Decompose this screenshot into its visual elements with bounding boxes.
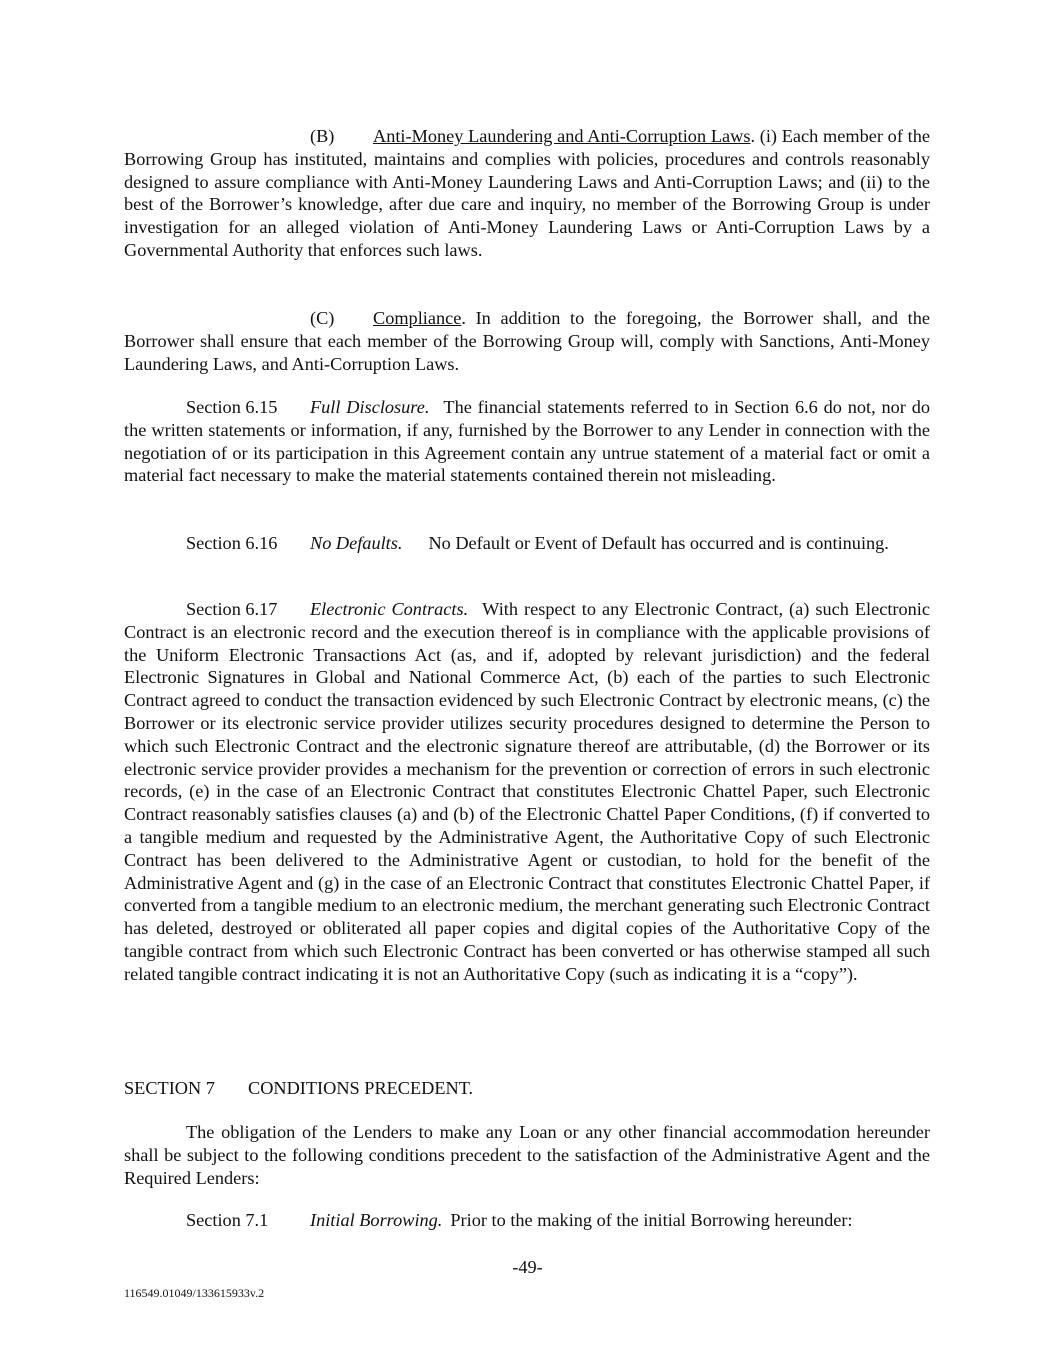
section-7-heading [124,1077,473,1100]
section-6-17 [124,598,930,986]
section-6-16-number: Section 6.16 [186,533,278,553]
paragraph-c-text: . In addition to the foregoing, the Borrower shall, and the Borrower shall ensure that each member of the Borrowing Group will, comply with Sanctions, Anti-Money Laundering Laws, and Anti-Corruption Laws. [124,308,930,374]
section-6-15 [124,396,930,487]
section-7-number: SECTION 7 [124,1078,215,1098]
section-7-1 [124,1209,930,1232]
section-6-15-text: The financial statements referred to in Section 6.6 do not, nor do the written statements or information, if any, furnished by the Borrower to any Lender in connection with the negotiation of or its participation in this Agreement contain any untrue statement of a material fact or omit a material fact necessary to make the material statements contained therein not misleading. [124,397,931,486]
section-6-16 [124,532,930,555]
section-7-intro [124,1121,930,1189]
section-6-16-text: No Default or Event of Default has occurred and is continuing. [428,533,889,553]
section-7-title: CONDITIONS PRECEDENT. [248,1078,474,1098]
paragraph-b-label: (B) [310,126,335,146]
document-id: 116549.01049/133615933v.2 [124,1286,265,1300]
section-6-16-title: No Defaults. [310,533,403,553]
section-7-1-title: Initial Borrowing. [310,1210,443,1230]
paragraph-c-heading: Compliance [373,308,462,328]
page-number: -49- [512,1257,543,1277]
section-7-1-number: Section 7.1 [186,1210,269,1230]
section-6-17-text: With respect to any Electronic Contract, (a) such Electronic Contract is an electronic record and the execution thereof is in compliance with the applicable provisions of the Uniform Electronic Transactions Act (as, and if, adopted by relevant jurisdiction) and the federal Electronic Signatures in Global and National Commerce Act, (b) each of the parties to such Electronic Contract agreed to conduct the transaction evidenced by such Electronic Contract by electronic means, (c) the Borrower or its electronic service provider utilizes security procedures designed to determine the Person to which such Electronic Contract and the electronic signature thereof are attributable, (d) the Borrower or its electronic service provider provides a mechanism for the prevention or correction of errors in such electronic records, (e) in the case of an Electronic Contract that constitutes Electronic Chattel Paper, such Electronic Contract reasonably satisfies clauses (a) and (b) of the Electronic Chattel Paper Conditions, (f) if converted to a tangible medium and requested by the Administrative Agent, the Authoritative Copy of such Electronic Contract has been delivered to the Administrative Agent or custodian, to hold for the benefit of the Administrative Agent and (g) in the case of an Electronic Contract that constitutes Electronic Chattel Paper, if converted from a tangible medium to an electronic medium, the merchant generating such Electronic Contract has deleted, destroyed or obliterated all paper copies and digital copies of the Authoritative Copy of the tangible contract from which such Electronic Contract has been converted or has otherwise stamped all such related tangible contract indicating it is not an Authoritative Copy (such as indicating it is a “copy”). [124,599,930,984]
paragraph-b-text: . (i) Each member of the Borrowing Group has instituted, maintains and complies with policies, procedures and controls reasonably designed to assure compliance with Anti-Money Laundering Laws and Anti-Corruption Laws; and (ii) to the best of the Borrower’s knowledge, after due care and inquiry, no member of the Borrowing Group is under investigation for an alleged violation of Anti-Money Laundering Laws or Anti-Corruption Laws by a Governmental Authority that enforces such laws. [124,126,930,260]
section-6-15-title: Full Disclosure. [310,397,430,417]
section-6-17-number: Section 6.17 [186,599,278,619]
section-6-17-title: Electronic Contracts. [310,599,469,619]
paragraph-c-label: (C) [310,308,335,328]
paragraph-c [124,307,930,375]
paragraph-b-heading: Anti-Money Laundering and Anti-Corruption Laws [373,126,751,146]
paragraph-b [124,125,930,262]
section-6-15-number: Section 6.15 [186,397,278,417]
section-7-1-text: Prior to the making of the initial Borrowing hereunder: [450,1210,853,1230]
section-7-intro-text: The obligation of the Lenders to make any Loan or any other financial accommodation hereunder shall be subject to the following conditions precedent to the satisfaction of the Administrative Agent and the Required Lenders: [124,1122,930,1188]
